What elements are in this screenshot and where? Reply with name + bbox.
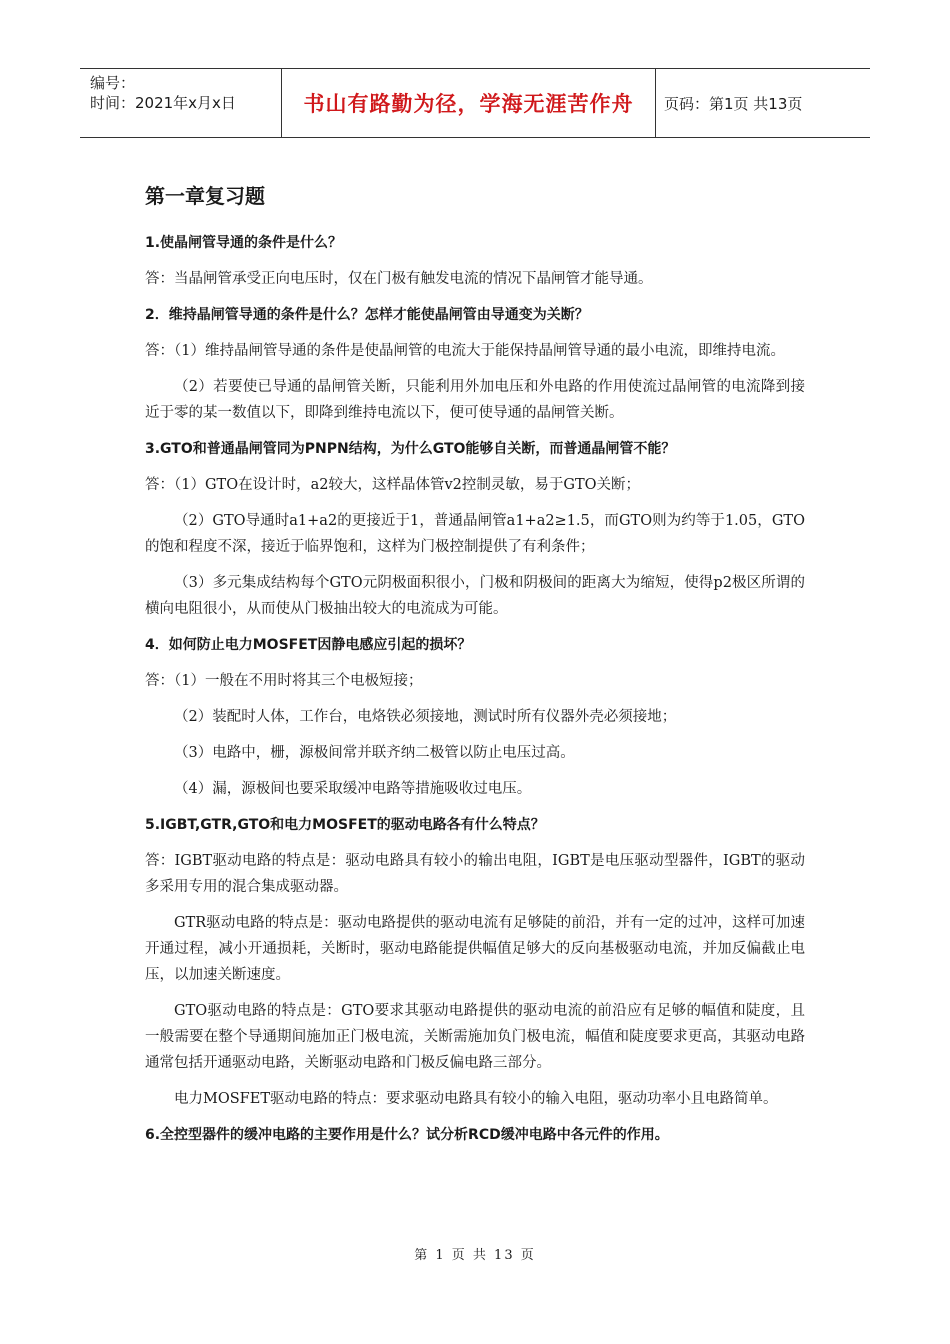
- answer-2-part-1: 答：（1）维持晶闸管导通的条件是使晶闸管的电流大于能保持晶闸管导通的最小电流，即维持电流。: [145, 343, 785, 359]
- answer-3-part-1: 答：（1）GTO在设计时，a2较大，这样晶体管v2控制灵敏，易于GTO关断；: [145, 477, 641, 493]
- answer-4-part-2: （2）装配时人体，工作台，电烙铁必须接地，测试时所有仪器外壳必须接地；: [174, 709, 677, 725]
- answer-1: 答：当晶闸管承受正向电压时，仅在门极有触发电流的情况下晶闸管才能导通。: [145, 271, 653, 287]
- answer-5-part-2: GTR驱动电路的特点是：驱动电路提供的驱动电流有足够陡的前沿，并有一定的过冲，这样可加速开通过程，减小开通损耗，关断时，驱动电路能提供幅值足够大的反向基极驱动电流，并加反偏截止电压，以加速关断速度。: [145, 915, 805, 983]
- page-header: [80, 68, 870, 138]
- question-2: 2．维持晶闸管导通的条件是什么？怎样才能使晶闸管由导通变为关断？: [145, 307, 589, 323]
- question-4: 4．如何防止电力MOSFET因静电感应引起的损坏？: [145, 637, 472, 653]
- page-footer: 第 1 页 共 13 页: [414, 1248, 536, 1263]
- answer-5-part-3: GTO驱动电路的特点是：GTO要求其驱动电路提供的驱动电流的前沿应有足够的幅值和陡度，且一般需要在整个导通期间施加正门极电流，关断需施加负门极电流，幅值和陡度要求更高，其驱动电路通常包括开通驱动电路，关断驱动电路和门极反偏电路三部分。: [145, 1003, 805, 1071]
- answer-3-part-3: （3）多元集成结构每个GTO元阴极面积很小，门极和阴极间的距离大为缩短，使得p2极区所谓的横向电阻很小，从而使从门极抽出较大的电流成为可能。: [145, 575, 805, 617]
- answer-4-part-1: 答：（1）一般在不用时将其三个电极短接；: [145, 673, 423, 689]
- answer-4-part-3: （3）电路中，栅，源极间常并联齐纳二极管以防止电压过高。: [174, 745, 575, 761]
- header-page-info: 页码：第1页 共13页: [664, 94, 803, 113]
- answer-4-part-4: （4）漏，源极间也要采取缓冲电路等措施吸收过电压。: [174, 781, 532, 797]
- answer-5-part-4: 电力MOSFET驱动电路的特点：要求驱动电路具有较小的输入电阻，驱动功率小且电路简单。: [174, 1091, 778, 1107]
- document-date: 时间：2021年x月x日: [90, 94, 236, 112]
- question-5: 5.IGBT,GTR,GTO和电力MOSFET的驱动电路各有什么特点？: [145, 817, 545, 833]
- answer-3-part-2: （2）GTO导通时a1+a2的更接近于1，普通晶闸管a1+a2≥1.5，而GTO则为约等于1.05，GTO的饱和程度不深，接近于临界饱和，这样为门极控制提供了有利条件；: [145, 513, 805, 555]
- header-motto: 书山有路勤为径，学海无涯苦作舟: [282, 69, 656, 137]
- question-6: 6.全控型器件的缓冲电路的主要作用是什么？试分析RCD缓冲电路中各元件的作用。: [145, 1127, 669, 1143]
- document-body: [145, 180, 805, 1158]
- document-code-label: 编号：: [90, 74, 136, 92]
- header-meta: [80, 69, 282, 137]
- page-title: 第一章复习题: [145, 184, 265, 208]
- answer-2-part-2: （2）若要使已导通的晶闸管关断，只能利用外加电压和外电路的作用使流过晶闸管的电流降到接近于零的某一数值以下，即降到维持电流以下，便可使导通的晶闸管关断。: [145, 379, 805, 421]
- question-1: 1.使晶闸管导通的条件是什么？: [145, 235, 343, 251]
- question-3: 3.GTO和普通晶闸管同为PNPN结构，为什么GTO能够自关断，而普通晶闸管不能？: [145, 441, 676, 457]
- answer-5-part-1: 答：IGBT驱动电路的特点是：驱动电路具有较小的输出电阻，IGBT是电压驱动型器件，IGBT的驱动多采用专用的混合集成驱动器。: [145, 853, 805, 895]
